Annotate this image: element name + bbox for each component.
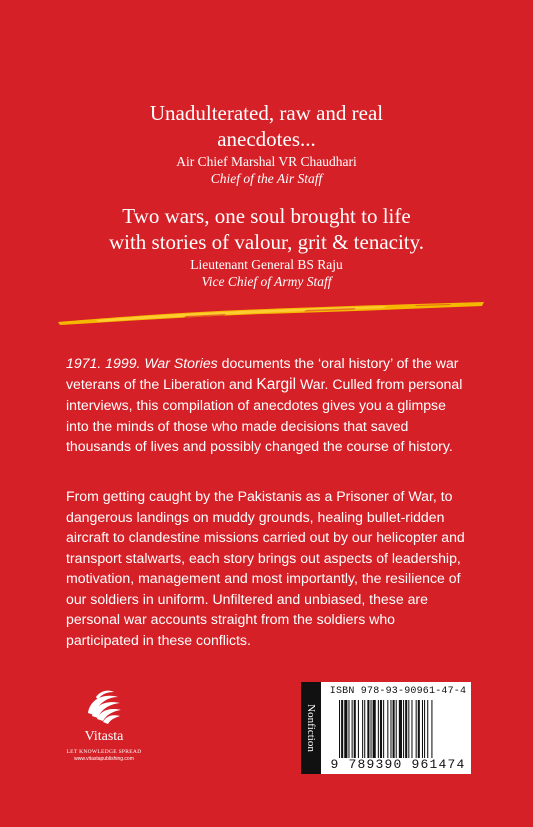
quote-author-title: Vice Chief of Army Staff xyxy=(201,274,332,289)
quote-line: with stories of valour, grit & tenacity. xyxy=(108,230,425,254)
publisher-tagline: LET KNOWLEDGE SPREAD xyxy=(66,749,142,755)
publisher-logo xyxy=(54,683,154,778)
barcode-bar xyxy=(378,700,379,758)
barcode-bar xyxy=(364,700,365,758)
blurb-paragraph-2: From getting caught by the Pakistanis as a Prisoner of War, to dangerous landings on muddy grounds, healing bullet-ridden aircraft to clandestine missions carried out by our helicopter and transport stalwarts, each story brings out aspects of leadership, motivation, management and most importantly, the resilience of our soldiers in uniform. Unfiltered and unbiased, these are personal war accounts straight from the soldiers who participated in these conflicts. xyxy=(66,488,465,648)
barcode-bars xyxy=(339,700,463,758)
genre-label: Nonfiction xyxy=(305,704,317,752)
quote-author: Air Chief Marshal VR Chaudhari xyxy=(176,154,357,169)
barcode-bar xyxy=(341,700,343,758)
barcode-bar xyxy=(411,700,412,758)
barcode-bar xyxy=(416,700,417,758)
barcode-bar xyxy=(383,700,384,758)
blurb-paragraph-1 xyxy=(66,353,471,457)
quote-text xyxy=(0,203,533,255)
quote-line: anecdotes... xyxy=(217,127,316,151)
barcode-bar xyxy=(403,700,404,758)
barcode-bar xyxy=(427,700,428,758)
publisher-name: Vitasta xyxy=(84,729,124,744)
barcode-bar xyxy=(373,700,376,758)
barcode-bar xyxy=(431,700,432,758)
blurb-text-kargil: Kargil xyxy=(256,375,297,393)
quote-line: Unadulterated, raw and real xyxy=(149,101,384,125)
barcode-bar xyxy=(348,700,349,758)
barcode-bar xyxy=(362,700,363,758)
barcode-digits: 9 789390 961474 xyxy=(330,757,466,772)
barcode-bar xyxy=(339,700,340,758)
barcode-bar xyxy=(396,700,397,758)
barcode-bar xyxy=(408,700,409,758)
quote-author-title: Chief of the Air Staff xyxy=(210,171,323,186)
genre-strip xyxy=(301,682,321,774)
barcode-bar xyxy=(405,700,407,758)
blurb-text: documents the ‘oral history’ of the war veterans of the Liberation and xyxy=(66,355,459,392)
barcode-panel xyxy=(301,682,471,774)
barcode-bar xyxy=(393,700,395,758)
barcode-bar xyxy=(358,700,359,758)
barcode-bar xyxy=(371,700,372,758)
barcode-bar xyxy=(422,700,423,758)
quote-line: Two wars, one soul brought to life xyxy=(122,204,411,228)
barcode-bar xyxy=(418,700,420,758)
endorsement-quote-1 xyxy=(0,100,533,187)
book-title-mention: 1971. 1999. War Stories xyxy=(66,355,218,371)
endorsement-quote-2 xyxy=(0,203,533,290)
brush-stroke-divider xyxy=(56,298,486,328)
barcode-bar xyxy=(390,700,391,758)
barcode-bar xyxy=(380,700,382,758)
publisher-url: www.vitastapublishing.com xyxy=(74,756,134,762)
vitasta-logo-icon xyxy=(82,683,126,727)
quote-author: Lieutenant General BS Raju xyxy=(190,257,343,272)
blurb-text: War. Culled from personal interviews, this compilation of anecdotes gives you a glimpse into the minds of those who made decisions that saved thousands of lives and possibly changed the course of history. xyxy=(66,375,463,454)
barcode-bar xyxy=(399,700,402,758)
barcode-bar xyxy=(354,700,356,758)
barcode-bar xyxy=(424,700,425,758)
barcode-bar xyxy=(367,700,369,758)
barcode-bar xyxy=(344,700,347,758)
quote-text xyxy=(0,100,533,152)
isbn-label: ISBN 978-93-90961-47-4 xyxy=(329,686,467,697)
barcode-bar xyxy=(387,700,388,758)
barcode-bar xyxy=(352,700,353,758)
